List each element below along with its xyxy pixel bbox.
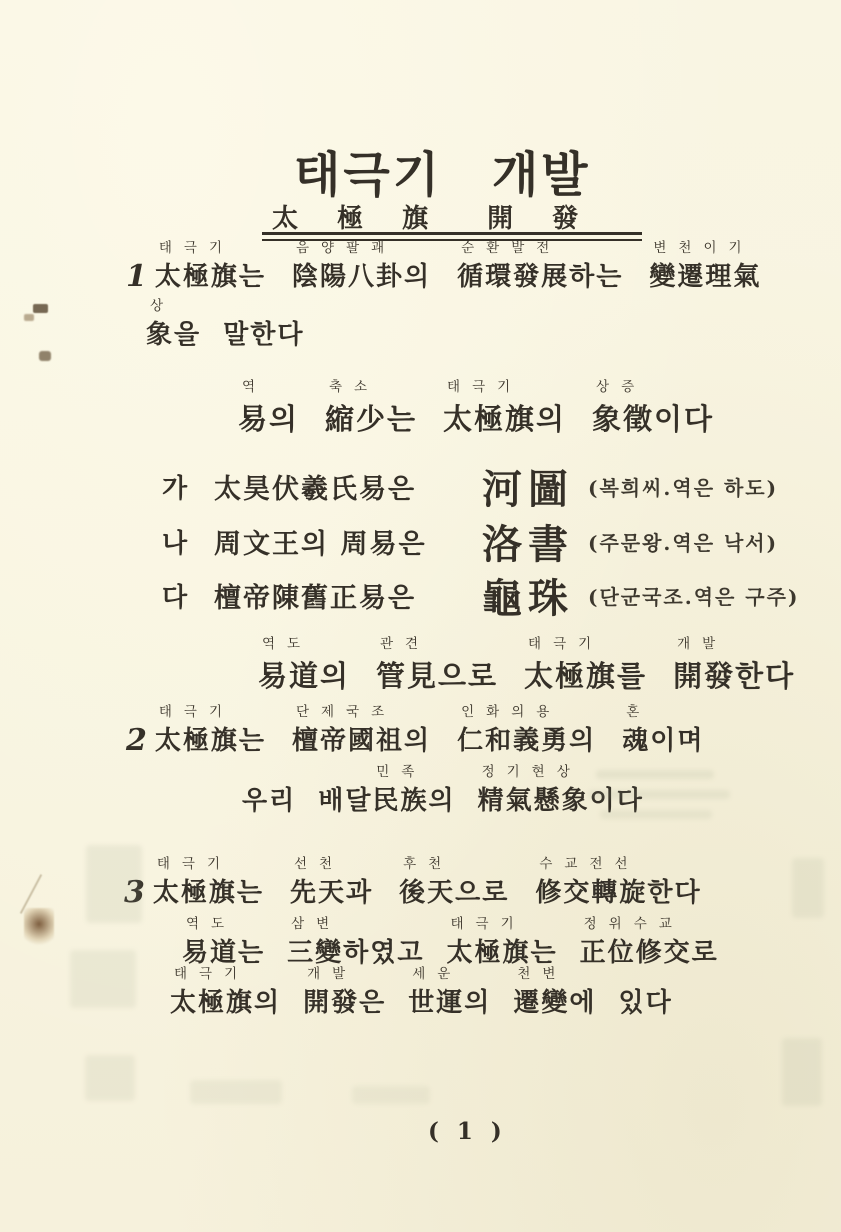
title-hanja-left: 太 極 旗 bbox=[272, 204, 444, 234]
base-text: 變遷理氣 bbox=[649, 262, 762, 292]
section3-number: 3 bbox=[124, 875, 145, 910]
base-text: 仁和義勇의 bbox=[457, 726, 597, 756]
base-text: 管見으로 bbox=[376, 659, 499, 693]
list-big-word: 河圖 bbox=[482, 465, 574, 513]
ruby-segment bbox=[513, 966, 596, 1020]
base-text: 陰陽八卦의 bbox=[292, 262, 432, 292]
list-item-da bbox=[162, 567, 799, 623]
ruby-segment bbox=[649, 240, 761, 294]
paper-stain bbox=[39, 351, 51, 361]
section3-line3 bbox=[170, 966, 695, 1020]
section3-line2 bbox=[182, 916, 741, 970]
ruby-segment bbox=[580, 916, 719, 970]
section2-number: 2 bbox=[126, 723, 147, 758]
base-text: 太極旗는 bbox=[154, 726, 266, 756]
ruby-text: 정기현상 bbox=[481, 764, 582, 780]
ruby-segment bbox=[318, 764, 455, 818]
base-text: 先天과 bbox=[290, 878, 374, 908]
ruby-segment bbox=[325, 379, 417, 439]
list-marker: 가 bbox=[162, 473, 188, 504]
centered-statement-2 bbox=[258, 636, 821, 696]
base-text: 遷變에 bbox=[513, 988, 597, 1018]
base-text: 太極旗는 bbox=[154, 262, 266, 292]
ruby-text bbox=[223, 298, 227, 315]
ruby-text: 태극기 bbox=[528, 636, 604, 652]
ruby-segment bbox=[292, 240, 431, 294]
ruby-segment bbox=[153, 856, 264, 910]
ruby-text: 변천이기 bbox=[653, 240, 754, 256]
base-text: 太極旗는 bbox=[152, 878, 264, 908]
ruby-segment bbox=[155, 704, 266, 758]
ruby-text: 태극기 bbox=[158, 704, 234, 720]
base-text: 開發은 bbox=[303, 988, 387, 1018]
ruby-segment bbox=[258, 636, 350, 696]
base-text: 太極旗를 bbox=[524, 659, 648, 693]
ruby-segment bbox=[223, 298, 304, 352]
ruby-text: 축소 bbox=[329, 379, 380, 395]
ruby-segment bbox=[146, 298, 201, 352]
ruby-segment bbox=[292, 704, 431, 758]
paper-scratch bbox=[20, 874, 42, 914]
ruby-segment bbox=[155, 240, 266, 294]
ruby-text: 민족 bbox=[376, 764, 427, 780]
ruby-text: 역도 bbox=[262, 636, 313, 652]
section2-line1 bbox=[126, 704, 730, 758]
bleedthrough-mark bbox=[782, 1038, 822, 1106]
ruby-text bbox=[619, 966, 623, 983]
base-text: 太極旗의 bbox=[170, 988, 282, 1018]
base-text: 正位修交로 bbox=[579, 938, 719, 968]
ruby-segment bbox=[535, 856, 701, 910]
section1-line2 bbox=[146, 298, 326, 352]
bleedthrough-mark bbox=[85, 1055, 135, 1101]
ruby-segment bbox=[408, 966, 491, 1020]
base-text: 배달民族의 bbox=[318, 786, 456, 816]
ruby-text: 태극기 bbox=[450, 916, 526, 932]
bleedthrough-mark bbox=[190, 1080, 282, 1104]
ruby-text bbox=[242, 764, 246, 781]
ruby-text: 태극기 bbox=[447, 379, 523, 395]
base-text: 太極旗는 bbox=[446, 938, 558, 968]
ruby-text: 단제국조 bbox=[296, 704, 397, 720]
ruby-segment bbox=[238, 379, 299, 439]
ruby-text: 후천 bbox=[403, 856, 454, 872]
base-text: 太極旗의 bbox=[443, 402, 567, 436]
ruby-text: 혼 bbox=[626, 704, 652, 720]
page-title-hanja bbox=[272, 198, 593, 235]
list-note: (단군국조.역은 구주) bbox=[588, 584, 800, 609]
paper-stain bbox=[24, 908, 54, 948]
ruby-segment bbox=[287, 916, 424, 970]
ruby-segment bbox=[376, 636, 498, 696]
ruby-text: 순환발전 bbox=[461, 240, 562, 256]
ruby-text: 개발 bbox=[307, 966, 358, 982]
paper-stain bbox=[33, 304, 48, 313]
list-text: 太昊伏羲氏易은 bbox=[214, 473, 417, 505]
base-text: 後天으로 bbox=[399, 878, 510, 908]
section1-number: 1 bbox=[126, 259, 147, 294]
ruby-segment bbox=[622, 704, 704, 758]
list-note: (복희씨.역은 하도) bbox=[588, 475, 779, 500]
base-text: 檀帝國祖의 bbox=[292, 726, 432, 756]
ruby-text: 태극기 bbox=[174, 966, 250, 982]
list-item-na bbox=[162, 513, 778, 569]
list-big-word: 龜珠 bbox=[482, 574, 574, 622]
page-number: ( 1 ) bbox=[428, 1118, 507, 1145]
ruby-segment bbox=[182, 916, 265, 970]
ruby-segment bbox=[303, 966, 386, 1020]
ruby-segment bbox=[457, 704, 596, 758]
ruby-text: 상증 bbox=[596, 379, 647, 395]
base-text: 修交轉旋한다 bbox=[535, 878, 702, 908]
base-text: 말한다 bbox=[223, 320, 305, 350]
ruby-text: 수교전선 bbox=[539, 856, 640, 872]
section1-line1 bbox=[126, 240, 787, 294]
ruby-segment bbox=[619, 966, 673, 1020]
bleedthrough-mark bbox=[70, 950, 136, 1008]
centered-statement-1 bbox=[238, 379, 740, 439]
base-text: 精氣懸象이다 bbox=[477, 786, 644, 816]
ruby-text: 정위수교 bbox=[583, 916, 684, 932]
list-note: (주문왕.역은 낙서) bbox=[588, 530, 779, 555]
title-hanja-right: 開 發 bbox=[487, 204, 594, 234]
ruby-text: 역도 bbox=[186, 916, 237, 932]
base-text: 易道는 bbox=[182, 938, 266, 968]
base-text: 있다 bbox=[618, 988, 673, 1018]
ruby-text: 역 bbox=[242, 379, 268, 395]
base-text: 易道의 bbox=[258, 659, 351, 693]
base-text: 魂이며 bbox=[622, 726, 705, 756]
list-marker: 나 bbox=[162, 528, 188, 559]
list-item-ga bbox=[162, 458, 778, 514]
ruby-segment bbox=[399, 856, 509, 910]
section3-line1 bbox=[124, 856, 728, 910]
ruby-text: 태극기 bbox=[156, 856, 232, 872]
base-text: 易의 bbox=[238, 402, 300, 436]
base-text: 世運의 bbox=[408, 988, 492, 1018]
ruby-segment bbox=[242, 764, 296, 818]
base-text: 三變하였고 bbox=[287, 938, 425, 968]
ruby-text: 삼변 bbox=[291, 916, 342, 932]
ruby-segment bbox=[443, 379, 566, 439]
ruby-segment bbox=[524, 636, 647, 696]
list-marker: 다 bbox=[162, 582, 188, 613]
list-text: 周文王의 周易은 bbox=[214, 528, 427, 560]
base-text: 開發한다 bbox=[673, 659, 796, 693]
list-big-word: 洛書 bbox=[482, 520, 574, 568]
bleedthrough-mark bbox=[792, 858, 824, 918]
ruby-text: 음양팔괘 bbox=[296, 240, 397, 256]
ruby-text: 인화의용 bbox=[461, 704, 562, 720]
ruby-segment bbox=[478, 764, 644, 818]
ruby-segment bbox=[457, 240, 623, 294]
ruby-text: 상 bbox=[150, 298, 176, 314]
page-title: 태극기 개발 bbox=[294, 147, 591, 203]
section2-line2 bbox=[242, 764, 666, 818]
ruby-segment bbox=[673, 636, 795, 696]
paper-stain bbox=[24, 314, 34, 321]
ruby-text: 세운 bbox=[412, 966, 463, 982]
bleedthrough-mark bbox=[352, 1086, 430, 1104]
base-text: 象을 bbox=[146, 320, 202, 350]
ruby-text: 개발 bbox=[677, 636, 728, 652]
base-text: 縮少는 bbox=[325, 402, 418, 436]
ruby-text: 선천 bbox=[294, 856, 345, 872]
ruby-segment bbox=[592, 379, 714, 439]
ruby-text: 태극기 bbox=[158, 240, 234, 256]
base-text: 象徵이다 bbox=[592, 402, 715, 436]
ruby-segment bbox=[170, 966, 281, 1020]
ruby-segment bbox=[290, 856, 373, 910]
ruby-segment bbox=[446, 916, 557, 970]
base-text: 우리 bbox=[242, 786, 297, 816]
base-text: 循環發展하는 bbox=[457, 262, 624, 292]
ruby-text: 관견 bbox=[380, 636, 431, 652]
list-text: 檀帝陳舊正易은 bbox=[214, 582, 417, 614]
ruby-text: 천변 bbox=[517, 966, 568, 982]
